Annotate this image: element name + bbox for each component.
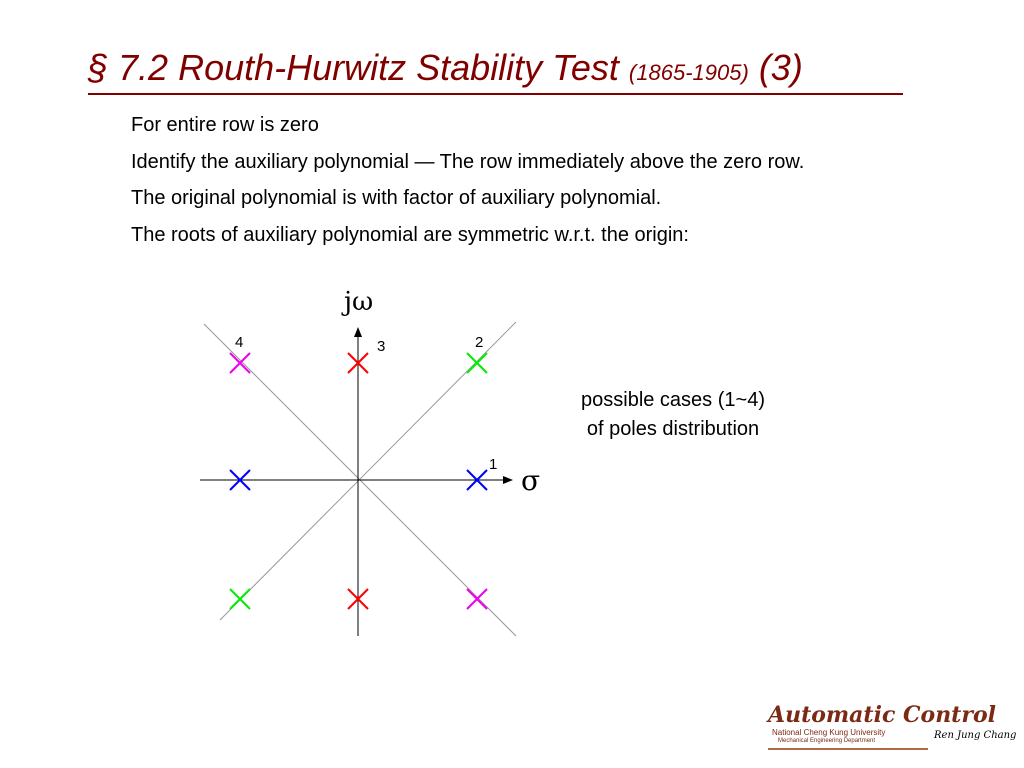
imaginary-axis-label: jω [344, 287, 374, 317]
logo-underline [768, 748, 928, 750]
case-label-1: 1 [489, 456, 498, 473]
pole-marker-case4-lower-right [467, 589, 487, 609]
title-main: § 7.2 Routh-Hurwitz Stability Test [88, 47, 619, 88]
logo-author: Ren Jung Chang [934, 730, 1017, 741]
real-axis-label: σ [521, 464, 541, 497]
caption-line-2: of poles distribution [586, 418, 760, 440]
case-label-4: 4 [235, 334, 244, 351]
logo-department: Mechanical Engineering Department [778, 738, 876, 744]
bullet-symmetric-roots: The roots of auxiliary polynomial are symmetric w.r.t. the origin: [131, 224, 689, 246]
bullet-entire-row-zero: For entire row is zero [131, 114, 319, 136]
case-label-2: 2 [475, 334, 484, 351]
caption-line-1: possible cases (1~4) [581, 389, 765, 411]
logo-university: National Cheng Kung University [772, 728, 886, 737]
pole-marker-case2-upper-right [467, 353, 487, 373]
title-years: (1865-1905) [628, 60, 749, 85]
bullet-factor: The original polynomial is with factor of auxiliary polynomial. [131, 187, 662, 209]
diagonal-guide-line [220, 322, 516, 620]
case-label-3: 3 [377, 338, 386, 355]
logo-title: Automatic Control [768, 702, 996, 728]
pole-marker-case2-lower-left [230, 589, 250, 609]
pole-marker-case4-upper-left [230, 353, 250, 373]
title-part: (3) [758, 47, 803, 88]
bullet-auxiliary-polynomial: Identify the auxiliary polynomial — The row immediately above the zero row. [131, 151, 805, 173]
diagram-caption [540, 386, 806, 444]
course-logo [758, 700, 1017, 752]
